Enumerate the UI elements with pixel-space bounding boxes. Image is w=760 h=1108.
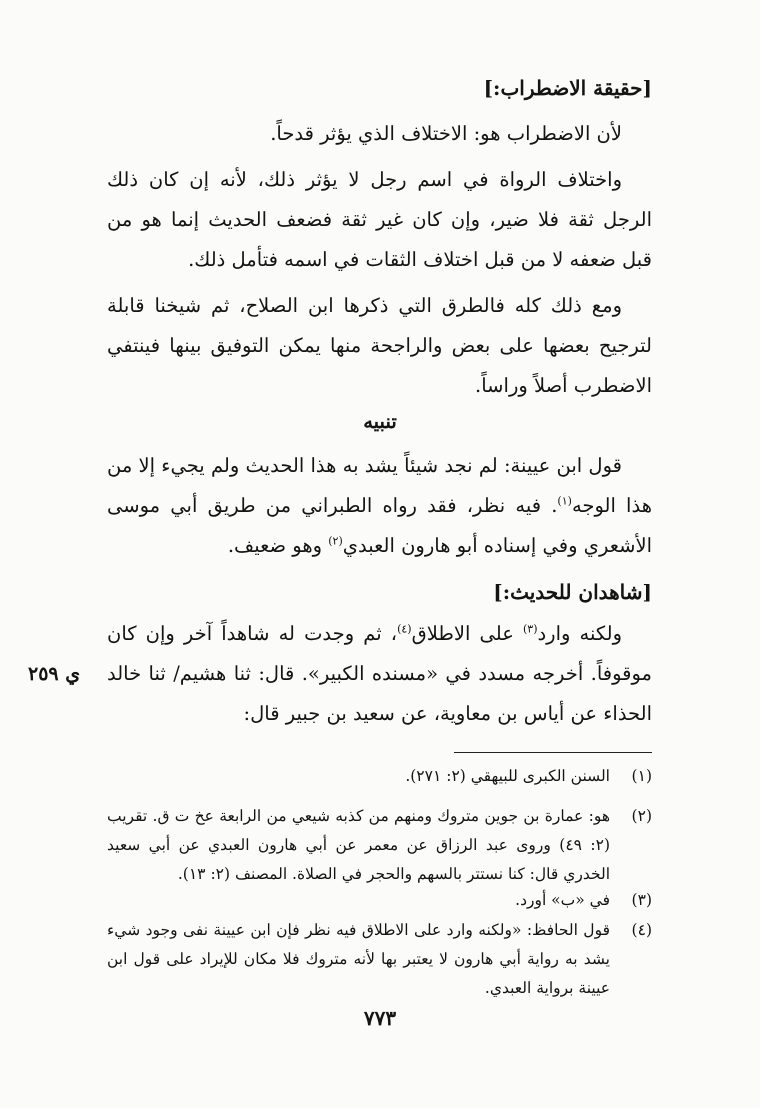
footnote-ref-4: (٤) [397,622,412,636]
section-heading-witnesses: [شاهدان للحديث:] [493,580,652,604]
notice-text-a: قول ابن عيينة: لم نجد شيئاً يشد به هذا الحديث ولم يجيء إلا من هذا الوجه [107,454,652,517]
paragraph-definition: لأن الاضطراب هو: الاختلاف الذي يؤثر قدحاً. [270,122,622,145]
footnote-number: (٣) [631,891,652,909]
footnote-ref-2: (٢) [328,534,343,548]
footnote-number: (٢) [631,807,652,825]
paragraph-paths: ومع ذلك كله فالطرق التي ذكرها ابن الصلاح، ثم شيخنا قابلة لترجيح بعضها على بعض والراجحة منها يمكن التوفيق بينها فينتفي الاضطرب أصلاً وراساً. [107,294,652,397]
witness-text-a: ولكنه وارد [537,622,622,645]
footnote-2 [107,802,652,889]
witness-text-b: على الاطلاق [411,622,523,645]
footnote-text: في «ب» أورد. [515,891,610,909]
paragraph-witnesses [107,614,652,734]
paragraph-narrators: واختلاف الرواة في اسم رجل لا يؤثر ذلك، لأنه إن كان ذلك الرجل ثقة فلا ضير، وإن كان غير ثقة فضعف الحديث إنما هو من قبل ضعفه لا من قبل اختلاف الثقات في اسمه فتأمل ذلك. [107,168,652,271]
page-number: ٧٧٣ [363,1006,397,1030]
footnote-text: هو: عمارة بن جوين متروك ومنهم من كذبه شيعي من الرابعة عخ ت ق. تقريب (٢: ٤٩) وروى عبد الرزاق عن معمر عن أبي هارون العبدي عن أبي سعيد الخدري قال: كنا نستتر بالسهم والحجر في الصلاة. المصنف (٢: ١٣). [107,807,610,883]
footnote-text: قول الحافظ: «ولكنه وارد على الاطلاق فيه نظر فإن ابن عيينة نفى وجود شيء يشد به رواية أبي هارون لا يعتبر بها لأنه متروك فلا مكان للإيراد على قول ابن عيينة برواية العبدي. [107,921,610,997]
footnote-3 [107,886,652,915]
footnote-number: (٤) [631,921,652,939]
notice-text-b: . فيه نظر، فقد رواه الطبراني من طريق أبي موسى الأشعري وفي إسناده أبو هارون العبدي [107,494,652,557]
section-heading-idtirab: [حقيقة الاضطراب:] [483,76,652,100]
paragraph-notice [107,446,652,566]
notice-text-c: وهو ضعيف. [227,534,329,557]
witness-text-c: ، ثم وجدت له شاهداً آخر وإن كان موقوفاً. أخرجه مسدد في «مسنده الكبير». قال: ثنا هشيم/ ثنا خالد الحذاء عن أياس بن معاوية، عن سعيد بن جبير قال: [107,622,652,725]
footnote-text: السنن الكبرى للبيهقي (٢: ٢٧١). [405,767,610,785]
footnote-1 [107,762,652,791]
footnote-ref-1: (١) [557,494,572,508]
notice-title: تنبيه [363,410,397,433]
footnote-divider [454,752,652,753]
margin-page-reference: ي ٢٥٩ [28,663,81,685]
footnote-number: (١) [631,767,652,785]
footnote-4 [107,916,652,1003]
footnote-ref-3: (٣) [522,622,538,636]
